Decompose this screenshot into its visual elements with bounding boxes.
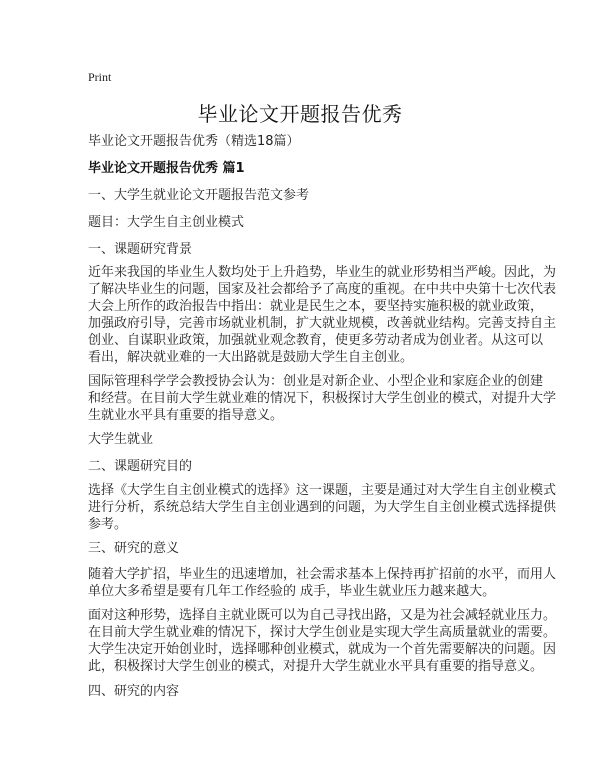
text-line: 大学生决定开始创业时，选择哪种创业模式，就成为一个首先需要解决的问题。因 [88,642,557,657]
text-line: 此，积极探讨大学生创业的模式，对提升大学生就业水平具有重要的指导意义。 [88,659,544,674]
text-line: 参考。 [88,517,128,532]
paragraph-international [88,373,557,424]
section-heading: 毕业论文开题报告优秀 篇1 [88,161,245,176]
text-line: 大会上所作的政治报告中指出：就业是民生之本，要坚持实施积极的就业政策， [88,299,544,314]
heading-content: 四、研究的内容 [88,684,180,699]
print-label: Print [88,70,112,84]
text-line: 加强政府引导，完善市场就业机制，扩大就业规模，改善就业结构。完善支持自主 [88,316,557,331]
text-line: 面对这种形势，选择自主就业既可以为自己寻找出路，又是为社会减轻就业压力。 [88,608,557,623]
paragraph-significance-2 [88,607,557,675]
paragraph-significance-1 [88,566,557,600]
text-line: 创业、自谋职业政策，加强就业观念教育，使更多劳动者成为创业者。从这可以 [88,333,544,348]
text-line: 在目前大学生就业难的情况下，探讨大学生创业是实现大学生高质量就业的需要。 [88,625,557,640]
text-line: 看出，解决就业难的一大出路就是鼓励大学生自主创业。 [88,350,414,365]
label-employment: 大学生就业 [88,432,154,447]
heading-significance: 三、研究的意义 [88,541,180,556]
topic-line: 题目：大学生自主创业模式 [88,215,245,230]
text-line: 进行分析，系统总结大学生自主创业遇到的问题，为大学生自主创业模式选择提供 [88,500,557,515]
text-line: 选择《大学生自主创业模式的选择》这一课题，主要是通过对大学生自主创业模式 [88,483,557,498]
text-line: 生就业水平具有重要的指导意义。 [88,408,284,423]
document-subtitle: 毕业论文开题报告优秀（精选18篇） [88,134,300,149]
text-line: 了解决毕业生的问题，国家及社会都给予了高度的重视。在中共中央第十七次代表 [88,282,557,297]
paragraph-purpose [88,482,557,533]
text-line: 和经营。在目前大学生就业难的情况下，积极探讨大学生创业的模式，对提升大学 [88,391,557,406]
heading-purpose: 二、课题研究目的 [88,459,193,474]
text-line: 单位大多希望是要有几年工作经验的 成手，毕业生就业压力越来越大。 [88,584,496,599]
text-line: 国际管理科学学会教授协会认为：创业是对新企业、小型企业和家庭企业的创建 [88,374,544,389]
paragraph-background [88,264,557,366]
text-line: 随着大学扩招，毕业生的迅速增加，社会需求基本上保持再扩招前的水平，而用人 [88,567,557,582]
heading-reference: 一、大学生就业论文开题报告范文参考 [88,188,310,203]
document-title: 毕业论文开题报告优秀 [197,102,403,126]
heading-background: 一、课题研究背景 [88,242,193,257]
text-line: 近年来我国的毕业生人数均处于上升趋势，毕业生的就业形势相当严峻。因此，为 [88,265,557,280]
